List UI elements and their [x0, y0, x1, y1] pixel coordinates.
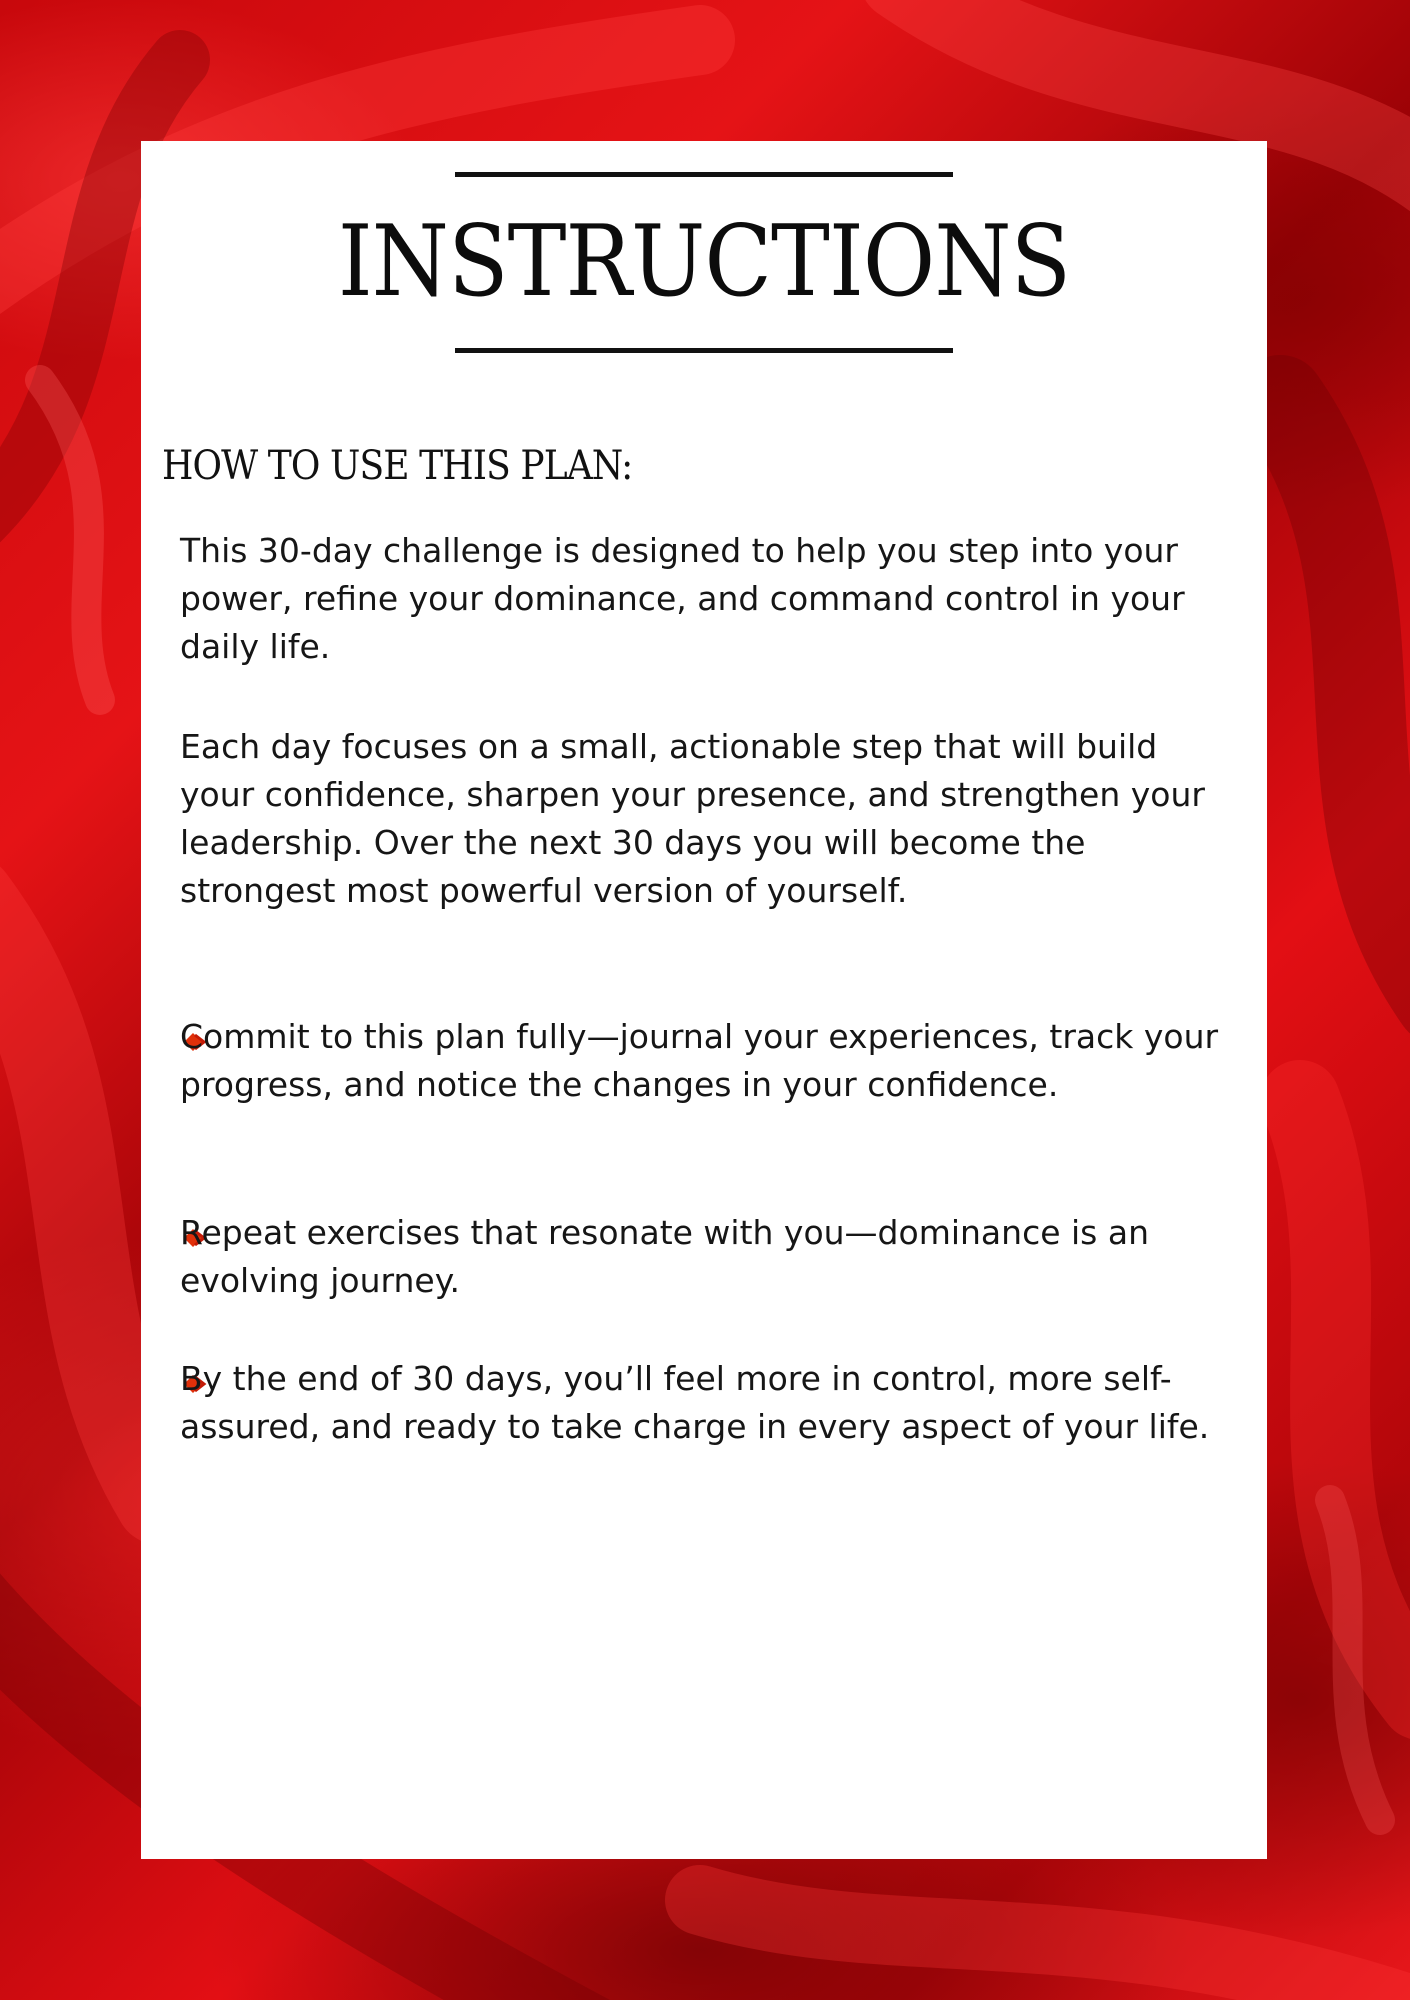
bullet-end-result: By the end of 30 days, you’ll feel more in control, more self-assured, and ready to take charge in every aspect of your life. [180, 1359, 1210, 1446]
section-heading: HOW TO USE THIS PLAN: [162, 443, 633, 489]
intro-paragraph: This 30-day challenge is designed to help you step into your power, refine your dominance, and command control in your daily life. [180, 531, 1185, 666]
bullet-commit: Commit to this plan fully—journal your experiences, track your progress, and notice the changes in your confidence. [180, 1017, 1219, 1104]
instructions-card [141, 141, 1267, 1859]
title-top-rule [455, 172, 953, 177]
bullet-repeat: Repeat exercises that resonate with you—dominance is an evolving journey. [180, 1213, 1149, 1300]
page-title: INSTRUCTIONS [337, 205, 1071, 319]
focus-paragraph: Each day focuses on a small, actionable step that will build your confidence, sharpen your presence, and strengthen your leadership. Over the next 30 days you will become the strongest most powerful version of yourself. [180, 727, 1205, 910]
title-bottom-rule [455, 348, 953, 353]
